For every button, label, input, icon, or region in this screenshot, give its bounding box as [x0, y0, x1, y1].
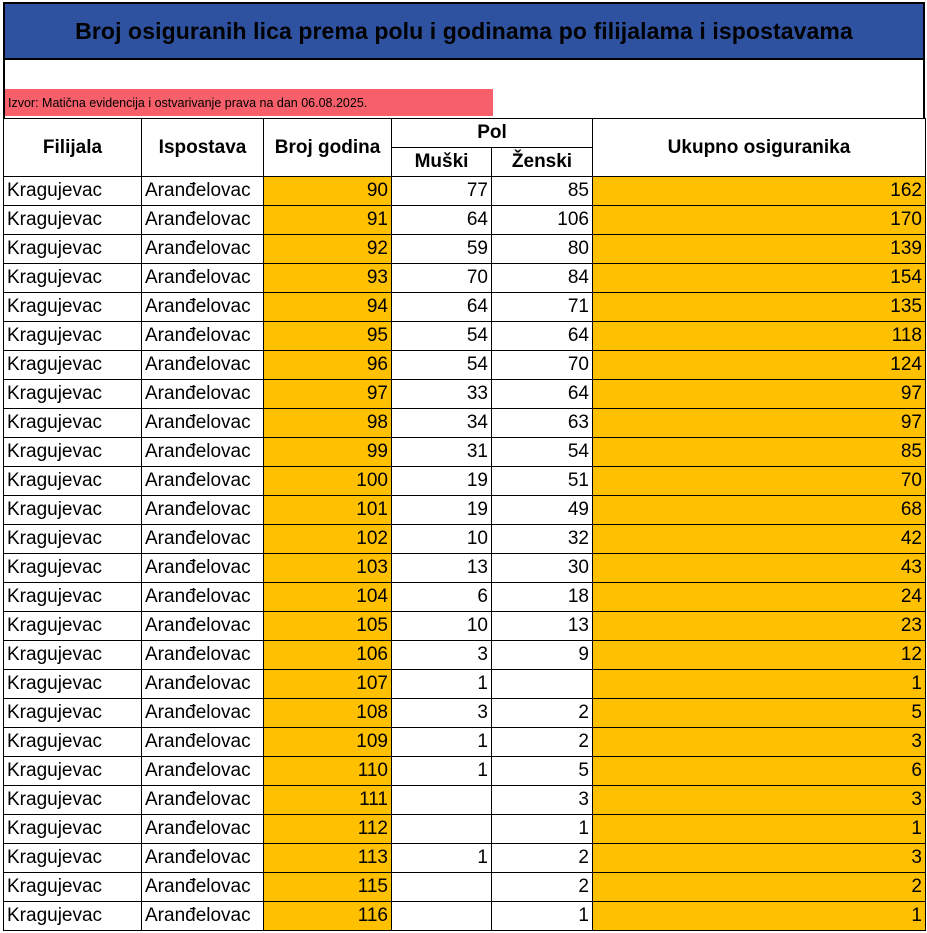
cell-filijala: Kragujevac — [4, 844, 142, 873]
cell-ukupno: 1 — [593, 902, 926, 931]
cell-muski: 19 — [392, 496, 492, 525]
cell-zenski: 64 — [492, 322, 593, 351]
cell-ispostava: Aranđelovac — [142, 612, 264, 641]
report-title-bar — [3, 2, 925, 60]
cell-ukupno: 97 — [593, 380, 926, 409]
header-filijala: Filijala — [4, 119, 142, 177]
report-title: Broj osiguranih lica prema polu i godinama po filijalama i ispostavama — [75, 17, 853, 44]
table-row — [4, 554, 926, 583]
cell-ispostava: Aranđelovac — [142, 496, 264, 525]
cell-muski: 34 — [392, 409, 492, 438]
cell-filijala: Kragujevac — [4, 554, 142, 583]
cell-muski — [392, 902, 492, 931]
cell-broj-godina: 99 — [264, 438, 392, 467]
cell-muski: 1 — [392, 844, 492, 873]
cell-muski: 13 — [392, 554, 492, 583]
cell-broj-godina: 104 — [264, 583, 392, 612]
header-broj-godina: Broj godina — [264, 119, 392, 177]
cell-ukupno: 70 — [593, 467, 926, 496]
cell-broj-godina: 92 — [264, 235, 392, 264]
cell-zenski: 30 — [492, 554, 593, 583]
cell-ukupno: 154 — [593, 264, 926, 293]
cell-ispostava: Aranđelovac — [142, 351, 264, 380]
cell-ispostava: Aranđelovac — [142, 380, 264, 409]
cell-filijala: Kragujevac — [4, 641, 142, 670]
cell-filijala: Kragujevac — [4, 438, 142, 467]
cell-broj-godina: 112 — [264, 815, 392, 844]
cell-filijala: Kragujevac — [4, 322, 142, 351]
cell-zenski: 54 — [492, 438, 593, 467]
cell-broj-godina: 93 — [264, 264, 392, 293]
cell-muski: 1 — [392, 757, 492, 786]
cell-filijala: Kragujevac — [4, 728, 142, 757]
cell-ukupno: 135 — [593, 293, 926, 322]
cell-muski: 64 — [392, 206, 492, 235]
cell-ukupno: 3 — [593, 844, 926, 873]
cell-zenski: 80 — [492, 235, 593, 264]
cell-muski: 10 — [392, 612, 492, 641]
cell-ispostava: Aranđelovac — [142, 264, 264, 293]
cell-zenski: 2 — [492, 873, 593, 902]
cell-broj-godina: 116 — [264, 902, 392, 931]
cell-ispostava: Aranđelovac — [142, 583, 264, 612]
cell-ispostava: Aranđelovac — [142, 815, 264, 844]
table-row — [4, 206, 926, 235]
table-row — [4, 293, 926, 322]
cell-muski: 1 — [392, 728, 492, 757]
cell-ukupno: 170 — [593, 206, 926, 235]
cell-ukupno: 124 — [593, 351, 926, 380]
cell-broj-godina: 107 — [264, 670, 392, 699]
table-row — [4, 612, 926, 641]
cell-muski: 64 — [392, 293, 492, 322]
cell-filijala: Kragujevac — [4, 409, 142, 438]
cell-zenski: 71 — [492, 293, 593, 322]
cell-zenski — [492, 670, 593, 699]
header-ispostava: Ispostava — [142, 119, 264, 177]
cell-muski: 1 — [392, 670, 492, 699]
cell-ukupno: 43 — [593, 554, 926, 583]
cell-filijala: Kragujevac — [4, 583, 142, 612]
cell-muski: 3 — [392, 699, 492, 728]
table-row — [4, 438, 926, 467]
source-row — [3, 89, 925, 118]
cell-ukupno: 1 — [593, 670, 926, 699]
cell-broj-godina: 110 — [264, 757, 392, 786]
cell-zenski: 3 — [492, 786, 593, 815]
cell-muski: 6 — [392, 583, 492, 612]
cell-filijala: Kragujevac — [4, 699, 142, 728]
cell-ispostava: Aranđelovac — [142, 525, 264, 554]
cell-ukupno: 97 — [593, 409, 926, 438]
cell-filijala: Kragujevac — [4, 902, 142, 931]
header-muski: Muški — [392, 148, 492, 177]
cell-zenski: 2 — [492, 844, 593, 873]
cell-zenski: 51 — [492, 467, 593, 496]
table-row — [4, 322, 926, 351]
cell-ispostava: Aranđelovac — [142, 467, 264, 496]
cell-muski: 19 — [392, 467, 492, 496]
cell-muski: 33 — [392, 380, 492, 409]
cell-zenski: 64 — [492, 380, 593, 409]
table-row — [4, 583, 926, 612]
cell-filijala: Kragujevac — [4, 177, 142, 206]
cell-ispostava: Aranđelovac — [142, 554, 264, 583]
cell-muski: 3 — [392, 641, 492, 670]
cell-zenski: 5 — [492, 757, 593, 786]
cell-ukupno: 68 — [593, 496, 926, 525]
header-pol: Pol — [392, 119, 593, 148]
cell-muski — [392, 873, 492, 902]
table-row — [4, 409, 926, 438]
cell-ispostava: Aranđelovac — [142, 786, 264, 815]
table-row — [4, 351, 926, 380]
cell-broj-godina: 102 — [264, 525, 392, 554]
cell-broj-godina: 91 — [264, 206, 392, 235]
cell-ukupno: 2 — [593, 873, 926, 902]
cell-ispostava: Aranđelovac — [142, 873, 264, 902]
insured-persons-table — [3, 118, 926, 931]
cell-ukupno: 23 — [593, 612, 926, 641]
cell-broj-godina: 115 — [264, 873, 392, 902]
table-row — [4, 641, 926, 670]
cell-zenski: 106 — [492, 206, 593, 235]
cell-zenski: 70 — [492, 351, 593, 380]
source-note: Izvor: Matična evidencija i ostvarivanje prava na dan 06.08.2025. — [5, 89, 493, 116]
cell-ispostava: Aranđelovac — [142, 670, 264, 699]
cell-broj-godina: 106 — [264, 641, 392, 670]
cell-filijala: Kragujevac — [4, 467, 142, 496]
cell-ukupno: 6 — [593, 757, 926, 786]
cell-broj-godina: 101 — [264, 496, 392, 525]
cell-broj-godina: 97 — [264, 380, 392, 409]
cell-zenski: 63 — [492, 409, 593, 438]
cell-ispostava: Aranđelovac — [142, 902, 264, 931]
table-body — [4, 177, 926, 931]
table-row — [4, 467, 926, 496]
cell-broj-godina: 111 — [264, 786, 392, 815]
cell-broj-godina: 109 — [264, 728, 392, 757]
cell-broj-godina: 100 — [264, 467, 392, 496]
cell-broj-godina: 108 — [264, 699, 392, 728]
cell-ispostava: Aranđelovac — [142, 206, 264, 235]
cell-filijala: Kragujevac — [4, 786, 142, 815]
cell-filijala: Kragujevac — [4, 525, 142, 554]
cell-filijala: Kragujevac — [4, 670, 142, 699]
table-row — [4, 235, 926, 264]
cell-ispostava: Aranđelovac — [142, 757, 264, 786]
cell-zenski: 1 — [492, 815, 593, 844]
cell-ispostava: Aranđelovac — [142, 235, 264, 264]
cell-broj-godina: 90 — [264, 177, 392, 206]
cell-ukupno: 139 — [593, 235, 926, 264]
cell-ispostava: Aranđelovac — [142, 728, 264, 757]
cell-ispostava: Aranđelovac — [142, 293, 264, 322]
cell-ispostava: Aranđelovac — [142, 844, 264, 873]
cell-zenski: 13 — [492, 612, 593, 641]
cell-zenski: 49 — [492, 496, 593, 525]
table-row — [4, 380, 926, 409]
cell-muski: 10 — [392, 525, 492, 554]
cell-ukupno: 12 — [593, 641, 926, 670]
table-row — [4, 264, 926, 293]
cell-filijala: Kragujevac — [4, 206, 142, 235]
cell-filijala: Kragujevac — [4, 293, 142, 322]
cell-zenski: 2 — [492, 728, 593, 757]
cell-broj-godina: 95 — [264, 322, 392, 351]
table-row — [4, 873, 926, 902]
cell-filijala: Kragujevac — [4, 351, 142, 380]
cell-filijala: Kragujevac — [4, 496, 142, 525]
cell-ukupno: 5 — [593, 699, 926, 728]
cell-muski: 54 — [392, 351, 492, 380]
cell-broj-godina: 103 — [264, 554, 392, 583]
cell-broj-godina: 105 — [264, 612, 392, 641]
cell-broj-godina: 98 — [264, 409, 392, 438]
cell-broj-godina: 94 — [264, 293, 392, 322]
cell-ukupno: 85 — [593, 438, 926, 467]
cell-zenski: 2 — [492, 699, 593, 728]
cell-filijala: Kragujevac — [4, 757, 142, 786]
header-zenski: Ženski — [492, 148, 593, 177]
cell-ukupno: 1 — [593, 815, 926, 844]
cell-zenski: 18 — [492, 583, 593, 612]
table-row — [4, 786, 926, 815]
cell-ukupno: 3 — [593, 728, 926, 757]
cell-filijala: Kragujevac — [4, 873, 142, 902]
cell-muski: 31 — [392, 438, 492, 467]
cell-ukupno: 162 — [593, 177, 926, 206]
table-row — [4, 757, 926, 786]
cell-ispostava: Aranđelovac — [142, 438, 264, 467]
table-row — [4, 728, 926, 757]
cell-ispostava: Aranđelovac — [142, 322, 264, 351]
cell-muski: 70 — [392, 264, 492, 293]
table-row — [4, 699, 926, 728]
cell-muski — [392, 786, 492, 815]
table-row — [4, 844, 926, 873]
cell-ukupno: 24 — [593, 583, 926, 612]
cell-ukupno: 118 — [593, 322, 926, 351]
cell-ukupno: 3 — [593, 786, 926, 815]
header-ukupno: Ukupno osiguranika — [593, 119, 926, 177]
cell-zenski: 9 — [492, 641, 593, 670]
cell-filijala: Kragujevac — [4, 264, 142, 293]
cell-filijala: Kragujevac — [4, 235, 142, 264]
cell-muski: 59 — [392, 235, 492, 264]
cell-zenski: 1 — [492, 902, 593, 931]
cell-ispostava: Aranđelovac — [142, 177, 264, 206]
blank-row — [3, 60, 925, 89]
cell-ukupno: 42 — [593, 525, 926, 554]
cell-filijala: Kragujevac — [4, 612, 142, 641]
cell-filijala: Kragujevac — [4, 815, 142, 844]
cell-broj-godina: 113 — [264, 844, 392, 873]
table-row — [4, 177, 926, 206]
cell-muski — [392, 815, 492, 844]
cell-muski: 54 — [392, 322, 492, 351]
cell-ispostava: Aranđelovac — [142, 699, 264, 728]
cell-filijala: Kragujevac — [4, 380, 142, 409]
cell-ispostava: Aranđelovac — [142, 641, 264, 670]
cell-zenski: 85 — [492, 177, 593, 206]
cell-muski: 77 — [392, 177, 492, 206]
cell-broj-godina: 96 — [264, 351, 392, 380]
table-row — [4, 670, 926, 699]
cell-zenski: 84 — [492, 264, 593, 293]
table-row — [4, 525, 926, 554]
table-row — [4, 815, 926, 844]
cell-zenski: 32 — [492, 525, 593, 554]
cell-ispostava: Aranđelovac — [142, 409, 264, 438]
table-row — [4, 902, 926, 931]
table-row — [4, 496, 926, 525]
